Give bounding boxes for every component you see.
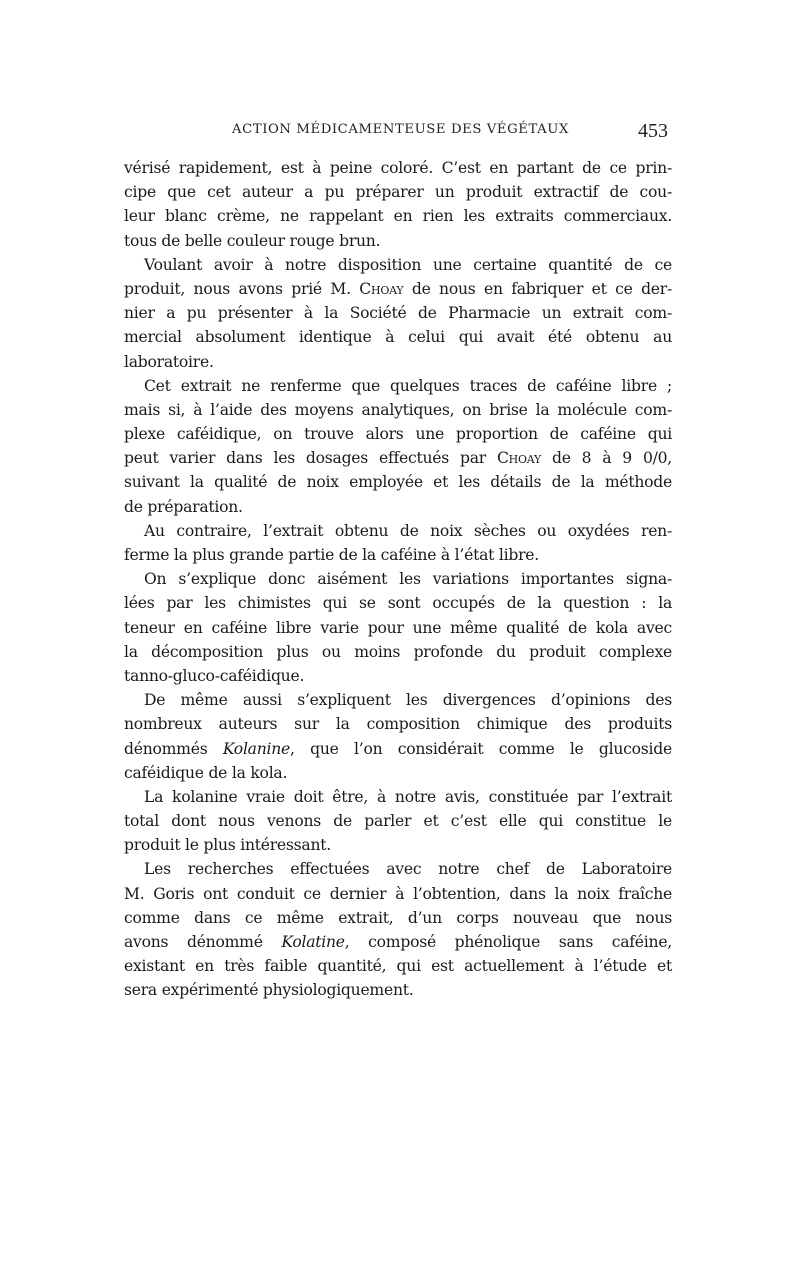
- text-segment: produit le plus intéressant.: [124, 836, 331, 855]
- text-line: [124, 882, 672, 906]
- text-line: [124, 785, 672, 809]
- text-line: [124, 350, 672, 374]
- text-line: [124, 567, 672, 591]
- text-segment: la décomposition plus ou moins profonde du produit complexe: [124, 642, 672, 661]
- text-segment: laboratoire.: [124, 352, 214, 371]
- text-segment: Cet extrait ne renferme que quelques traces de caféine libre ;: [144, 376, 672, 395]
- text-line: [124, 277, 672, 301]
- text-line: [124, 761, 672, 785]
- text-segment: tous de belle couleur rouge brun.: [124, 231, 381, 250]
- text-line: [124, 470, 672, 494]
- text-segment: suivant la qualité de noix employée et les détails de la méthode: [124, 473, 672, 492]
- text-segment: On s’explique donc aisément les variations importantes signa-: [144, 570, 672, 589]
- text-line: [124, 495, 672, 519]
- text-segment: plexe caféidique, on trouve alors une proportion de caféine qui: [124, 425, 672, 444]
- text-line: [124, 446, 672, 470]
- small-caps-name: Choay: [359, 279, 404, 298]
- text-segment: total dont nous venons de parler et c’est elle qui constitue le: [124, 812, 672, 831]
- text-line: [124, 204, 672, 228]
- text-segment: , que l’on considérait comme le glucoside: [290, 739, 672, 758]
- text-line: [124, 301, 672, 325]
- text-line: [124, 180, 672, 204]
- running-title: ACTION MÉDICAMENTEUSE DES VÉGÉTAUX: [232, 122, 569, 137]
- text-line: [124, 156, 672, 180]
- text-segment: de préparation.: [124, 497, 243, 516]
- text-segment: cipe que cet auteur a pu préparer un produit extractif de cou-: [124, 183, 672, 202]
- text-segment: De même aussi s’expliquent les divergences d’opinions des: [144, 691, 672, 710]
- text-segment: La kolanine vraie doit être, à notre avis, constituée par l’extrait: [144, 787, 672, 806]
- text-segment: M. Goris ont conduit ce dernier à l’obtention, dans la noix fraîche: [124, 884, 672, 903]
- text-segment: tanno-gluco-caféidique.: [124, 666, 305, 685]
- text-line: [124, 737, 672, 761]
- text-line: [124, 325, 672, 349]
- italic-term: Kolatine: [281, 933, 345, 951]
- text-line: [124, 422, 672, 446]
- text-line: [124, 543, 672, 567]
- text-line: [124, 253, 672, 277]
- text-segment: nombreux auteurs sur la composition chimique des produits: [124, 715, 672, 734]
- text-segment: mercial absolument identique à celui qui avait été obtenu au: [124, 328, 672, 347]
- text-segment: leur blanc crème, ne rappelant en rien les extraits commerciaux.: [124, 207, 672, 226]
- text-line: [124, 833, 672, 857]
- text-segment: teneur en caféine libre varie pour une même qualité de kola avec: [124, 618, 672, 637]
- text-segment: Au contraire, l’extrait obtenu de noix sèches ou oxydées ren-: [144, 521, 672, 540]
- text-line: [124, 978, 672, 1002]
- text-line: [124, 688, 672, 712]
- running-head: [124, 122, 672, 142]
- text-line: [124, 229, 672, 253]
- text-segment: Voulant avoir à notre disposition une certaine quantité de ce: [144, 255, 672, 274]
- text-line: [124, 616, 672, 640]
- text-segment: de 8 à 9 0/0,: [541, 449, 672, 468]
- text-segment: sera expérimenté physiologiquement.: [124, 981, 414, 1000]
- text-segment: mais si, à l’aide des moyens analytiques, on brise la molécule com-: [124, 400, 672, 419]
- text-line: [124, 640, 672, 664]
- text-line: [124, 857, 672, 881]
- text-segment: existant en très faible quantité, qui est actuellement à l’étude et: [124, 957, 672, 976]
- text-segment: comme dans ce même extrait, d’un corps nouveau que nous: [124, 908, 672, 927]
- text-line: [124, 712, 672, 736]
- text-line: [124, 374, 672, 398]
- text-line: [124, 809, 672, 833]
- small-caps-name: Choay: [496, 449, 542, 468]
- text-segment: nier a pu présenter à la Société de Pharmacie un extrait com-: [124, 304, 672, 323]
- text-line: [124, 930, 672, 954]
- text-line: [124, 398, 672, 422]
- page-number: 453: [638, 120, 668, 142]
- text-segment: , composé phénolique sans caféine,: [344, 933, 672, 951]
- text-line: [124, 906, 672, 930]
- text-segment: produit, nous avons prié M.: [124, 279, 360, 298]
- text-line: [124, 519, 672, 543]
- text-line: [124, 664, 672, 688]
- text-segment: Les recherches effectuées avec notre chef de Laboratoire: [144, 860, 672, 879]
- text-line: [124, 954, 672, 978]
- text-segment: avons dénommé: [124, 933, 282, 951]
- text-segment: vérisé rapidement, est à peine coloré. C’est en partant de ce prin-: [124, 159, 672, 177]
- text-segment: caféidique de la kola.: [124, 763, 288, 782]
- text-line: [124, 591, 672, 615]
- italic-term: Kolanine: [222, 739, 291, 758]
- text-segment: ferme la plus grande partie de la caféine à l’état libre.: [124, 546, 539, 564]
- text-segment: dénommés: [124, 739, 223, 758]
- text-segment: de nous en fabriquer et ce der-: [403, 279, 673, 298]
- text-segment: peut varier dans les dosages effectués par: [124, 449, 497, 468]
- text-segment: lées par les chimistes qui se sont occupés de la question : la: [124, 594, 672, 613]
- body-text: [124, 156, 672, 1003]
